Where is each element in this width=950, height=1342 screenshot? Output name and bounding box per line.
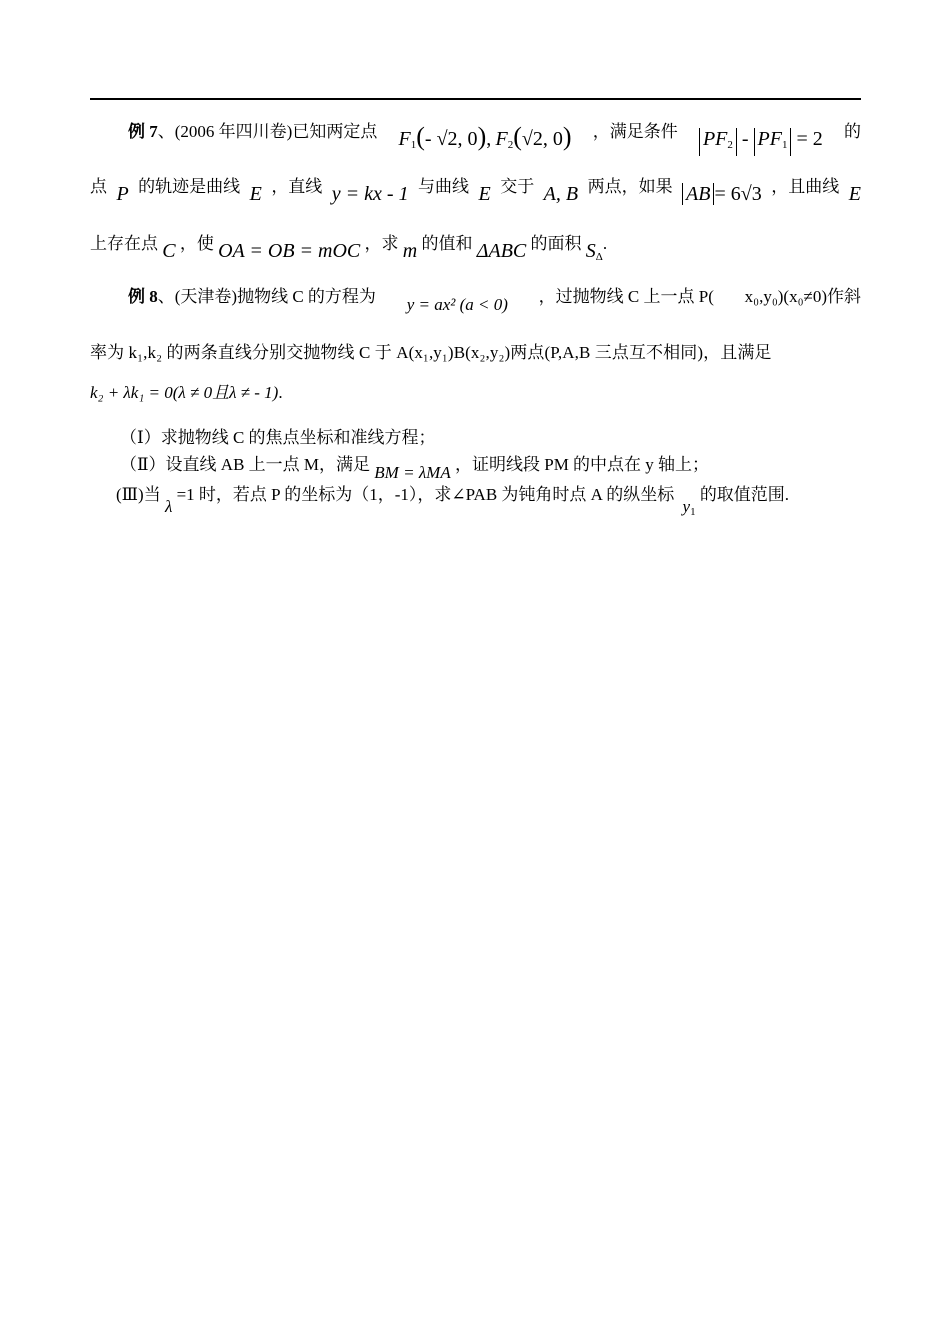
slope-condition: k₂ + λk₁ = 0(λ ≠ 0且λ ≠ - 1) xyxy=(90,383,279,402)
top-rule xyxy=(90,98,861,100)
ex7-heading: 例 7、(2006 年四川卷)已知两定点 xyxy=(128,122,378,141)
vector-equation: OA = OB = mOC xyxy=(218,240,361,262)
ex7-line-3: 上存在点 C ，使 OA = OB = mOC ，求 m 的值和 ΔABC 的面积 $S_\Delta$. xyxy=(90,234,608,263)
line-equation: y = kx - 1 xyxy=(331,183,409,205)
ex7-line-1: 例 7、(2006 年四川卷)已知两定点 $F_1(-$ √2, 0), $F_2(√2$, 0) ，满足条件 $PF_2 - PF_1 = 2$ 的 xyxy=(90,116,861,150)
ex8-condition-line: k₂ + λk₁ = 0(λ ≠ 0且λ ≠ - 1). xyxy=(90,383,283,402)
ex7-line-2: 点 P 的轨迹是曲线 E ，直线 y = kx - 1 与曲线 E 交于 A, B 两点，如果 AB = 6√3 ，且曲线 E xyxy=(90,173,861,200)
ex8-line-2: 率为 k₁,k₂ 的两条直线分别交抛物线 C 于 A(x₁,y₁)B(x₂,y₂)两点(P,A,B 三点互不相同)，且满足 xyxy=(90,343,772,362)
part-2: （Ⅱ）设直线 AB 上一点 M，满足 BM = λMA ，证明线段 PM 的中点在 y 轴上； xyxy=(120,455,710,482)
ex8-heading: 例 8、(天津卷)抛物线 C 的方程为 xyxy=(128,287,376,306)
condition-expr: $PF_2 - PF_1 = 2$ xyxy=(699,126,823,156)
chord-length: AB = 6√3 xyxy=(682,181,762,208)
point-F1: $F_1(-$ √2, 0), $F_2(√2$, 0) xyxy=(398,122,572,151)
parabola-equation: y = ax² (a < 0) xyxy=(406,295,508,314)
part-3: (Ⅲ)当 λ =1 时，若点 P 的坐标为（1，-1），求∠PAB 为钝角时点 A 的纵坐标 $y_1$ 的取值范围. xyxy=(116,485,790,518)
vector-relation: BM = λMA xyxy=(374,463,451,482)
part-1: （Ⅰ）求抛物线 C 的焦点坐标和准线方程； xyxy=(120,428,436,447)
ex8-line-1: 例 8、(天津卷)抛物线 C 的方程为 y = ax² (a < 0) ，过抛物线 C 上一点 P( x₀,y₀)(x₀≠0)作斜 xyxy=(90,284,861,310)
